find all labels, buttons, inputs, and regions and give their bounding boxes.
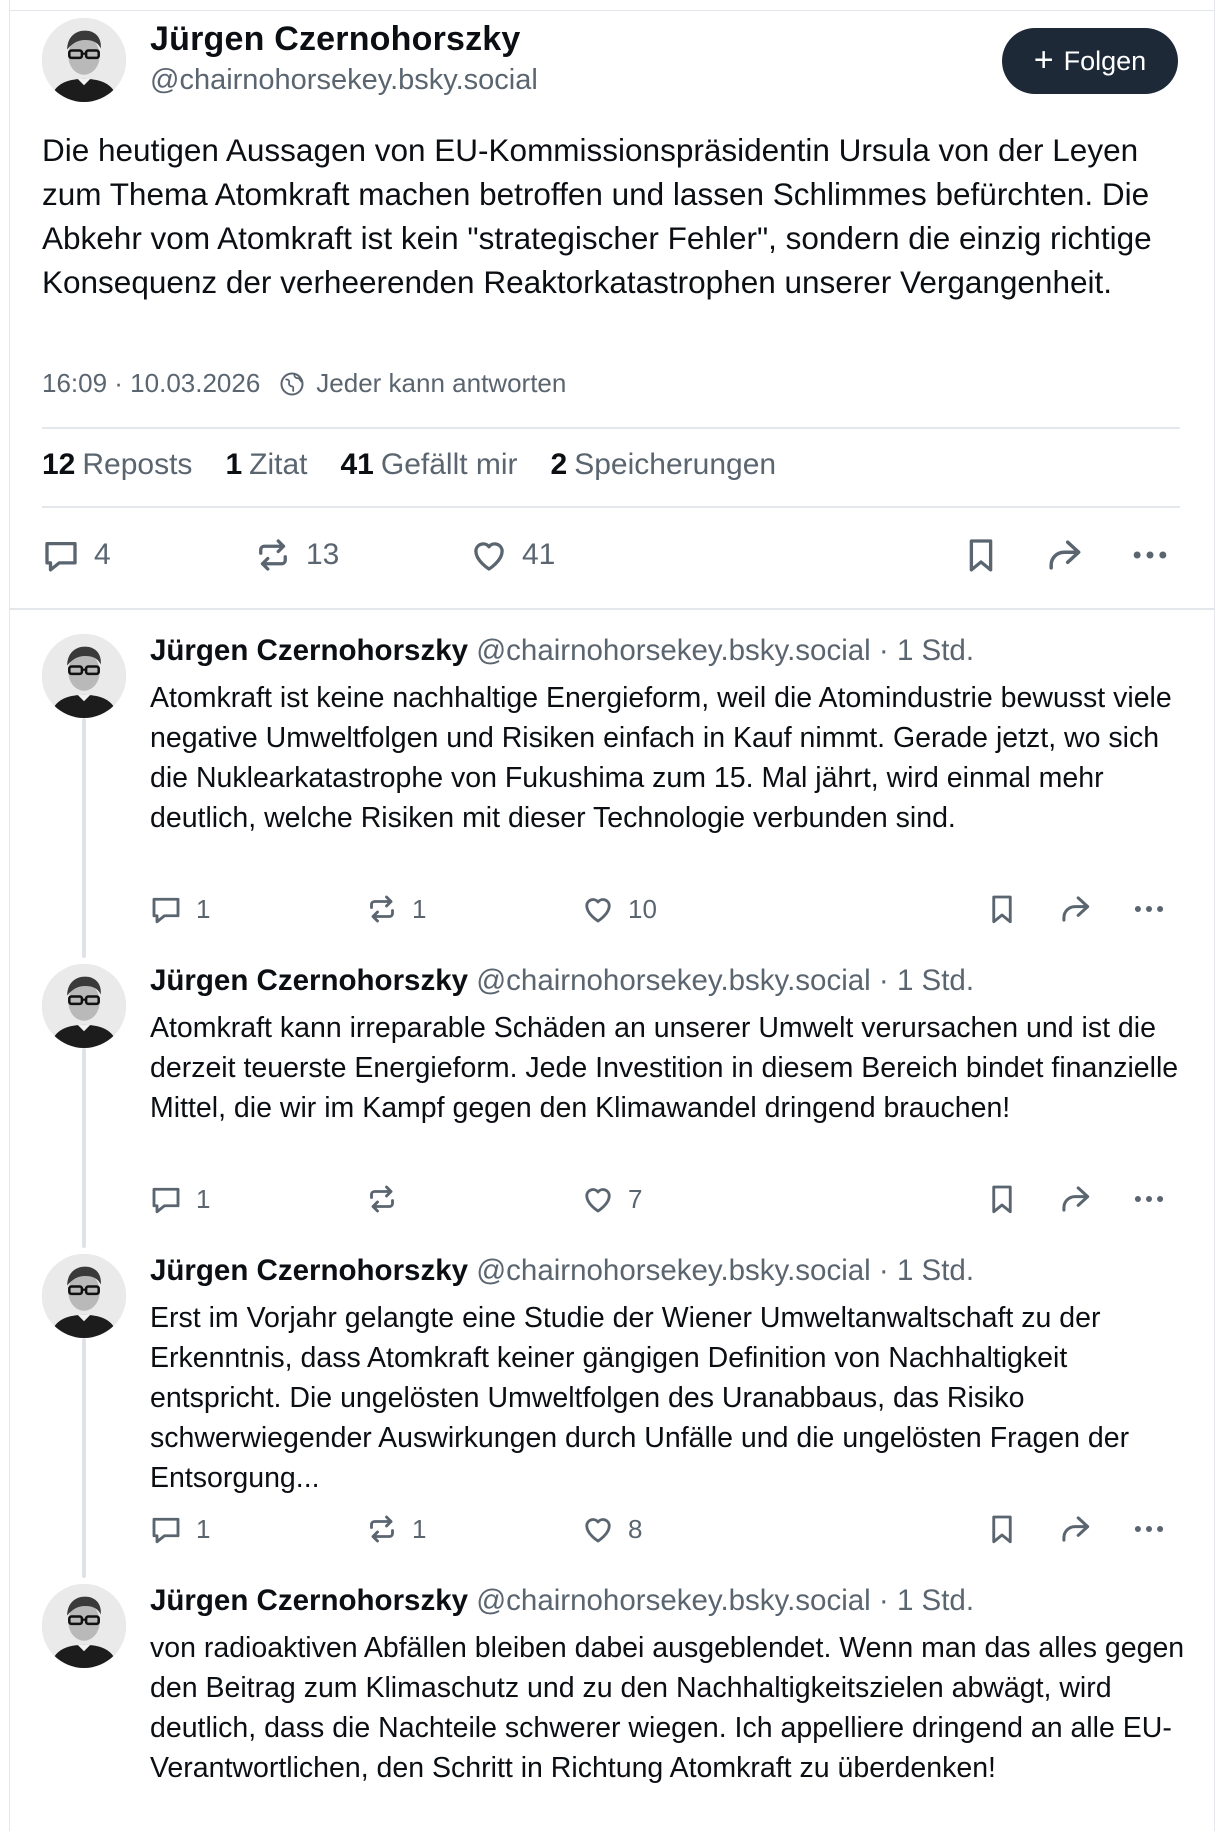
repost-button[interactable] xyxy=(364,1176,412,1222)
reply-count: 1 xyxy=(196,1183,211,1214)
reply-meta[interactable]: @chairnohorsekey.bsky.social · 1 Std. xyxy=(476,1584,975,1617)
reply-avatar[interactable] xyxy=(42,1584,126,1668)
more-options-button[interactable] xyxy=(1130,1506,1168,1552)
like-button[interactable] xyxy=(580,1506,642,1552)
ellipsis-icon xyxy=(1130,1510,1168,1548)
stat-quotes[interactable]: 1 Zitat xyxy=(225,448,308,481)
share-arrow-icon xyxy=(1042,533,1086,577)
thread-divider xyxy=(9,608,1215,610)
more-options-button[interactable] xyxy=(1128,530,1172,580)
post-timestamp[interactable]: 16:09 · 10.03.2026 xyxy=(42,368,261,398)
reply-text: Erst im Vorjahr gelangte eine Studie der Wiener Umweltanwaltschaft zu der Erkenntnis, dass Atomkraft keiner gängigen Definition von Nachhaltigkeit entspricht. Die ungelösten Umweltfolgen des Uranabbaus, das Risiko schwerwiegender Auswirkungen durch Unfälle und die ungelösten Fragen der Entsorgung... xyxy=(150,1302,1130,1494)
bookmark-icon xyxy=(984,1181,1020,1217)
repost-count: 1 xyxy=(412,1513,427,1544)
reply-text: Atomkraft kann irreparable Schäden an unserer Umwelt verursachen und ist die derzeit teuerste Energieform. Jede Investition in diesem Bereich bindet finanzielle Mittel, die wir im Kampf gegen den Klimawandel dringend brauchen! xyxy=(150,1012,1179,1124)
bookmark-icon xyxy=(984,1511,1020,1547)
follow-button[interactable] xyxy=(1002,28,1178,94)
reply-meta[interactable]: @chairnohorsekey.bsky.social · 1 Std. xyxy=(476,634,975,667)
share-arrow-icon xyxy=(1056,890,1094,928)
repost-arrows-icon xyxy=(364,1181,400,1217)
ellipsis-icon xyxy=(1128,533,1172,577)
reply-header xyxy=(150,1584,974,1618)
reply-text: Atomkraft ist keine nachhaltige Energieform, weil die Atomindustrie bewusst viele negative Umweltfolgen und Risiken einfach in Kauf nimmt. Gerade jetzt, wo sich die Nuklearkatastrophe von Fukushima zum 15. Mal jährt, wird einmal mehr deutlich, welche Risiken mit dieser Technologie verbunden sind. xyxy=(150,682,1172,834)
top-divider xyxy=(9,10,1215,11)
share-button[interactable] xyxy=(1056,1506,1094,1552)
stat-likes[interactable]: 41 Gefällt mir xyxy=(340,448,518,481)
post-action-bar xyxy=(40,530,1182,580)
like-count: 7 xyxy=(628,1183,643,1214)
reply-action-bar xyxy=(148,1506,1188,1552)
share-arrow-icon xyxy=(1056,1510,1094,1548)
reply-setting[interactable] xyxy=(278,368,566,399)
repost-button[interactable] xyxy=(364,886,426,932)
repost-button[interactable] xyxy=(252,530,339,580)
speech-bubble-icon xyxy=(148,1511,184,1547)
post-stats xyxy=(42,448,776,482)
bookmark-icon xyxy=(960,534,1002,576)
plus-icon: + xyxy=(1033,40,1054,79)
ellipsis-icon xyxy=(1130,1180,1168,1218)
reply-author-name[interactable]: Jürgen Czernohorszky xyxy=(150,634,469,667)
share-arrow-icon xyxy=(1056,1180,1094,1218)
follow-button-label: Folgen xyxy=(1063,45,1147,76)
repost-button[interactable] xyxy=(364,1506,426,1552)
like-button[interactable] xyxy=(468,530,555,580)
heart-icon xyxy=(580,1511,616,1547)
like-count: 8 xyxy=(628,1513,643,1544)
reply-button[interactable] xyxy=(148,886,210,932)
speech-bubble-icon xyxy=(148,1181,184,1217)
reply-text: von radioaktiven Abfällen bleiben dabei ausgeblendet. Wenn man das alles gegen den Beitrag zum Klimaschutz und zu den Nachhaltigkeitszielen abwägt, wird deutlich, dass die Nachteile schwerer wiegen. Ich appelliere dringend an alle EU-Verantwortlichen, den Schritt in Richtung Atomkraft zu überdenken! xyxy=(150,1632,1185,1784)
speech-bubble-icon xyxy=(148,891,184,927)
reply-button[interactable] xyxy=(148,1176,210,1222)
reply-header xyxy=(150,964,974,998)
reply-action-bar xyxy=(148,1176,1188,1222)
stats-divider-bottom xyxy=(42,506,1180,508)
bookmark-button[interactable] xyxy=(984,886,1020,932)
reply-button[interactable] xyxy=(148,1506,210,1552)
bookmark-button[interactable] xyxy=(960,530,1002,580)
repost-arrows-icon xyxy=(364,1511,400,1547)
reply-count: 1 xyxy=(196,893,211,924)
repost-arrows-icon xyxy=(252,534,294,576)
reply-header xyxy=(150,634,974,668)
share-button[interactable] xyxy=(1042,530,1086,580)
bookmark-icon xyxy=(984,891,1020,927)
more-options-button[interactable] xyxy=(1130,1176,1168,1222)
post-meta xyxy=(42,368,566,399)
reply-meta[interactable]: @chairnohorsekey.bsky.social · 1 Std. xyxy=(476,1254,975,1287)
bookmark-button[interactable] xyxy=(984,1506,1020,1552)
like-button[interactable] xyxy=(580,886,657,932)
reply-avatar[interactable] xyxy=(42,964,126,1048)
share-button[interactable] xyxy=(1056,886,1094,932)
speech-bubble-icon xyxy=(40,534,82,576)
reply-avatar[interactable] xyxy=(42,1254,126,1338)
globe-icon xyxy=(278,370,306,398)
reply-meta[interactable]: @chairnohorsekey.bsky.social · 1 Std. xyxy=(476,964,975,997)
ellipsis-icon xyxy=(1130,890,1168,928)
more-options-button[interactable] xyxy=(1130,886,1168,932)
stat-reposts[interactable]: 12 Reposts xyxy=(42,448,193,481)
reply-author-name[interactable]: Jürgen Czernohorszky xyxy=(150,1584,469,1617)
reply-header xyxy=(150,1254,974,1288)
author-name[interactable]: Jürgen Czernohorszky xyxy=(150,20,521,58)
reply-avatar[interactable] xyxy=(42,634,126,718)
reply-button[interactable] xyxy=(40,530,111,580)
post-text: Die heutigen Aussagen von EU-Kommissionspräsidentin Ursula von der Leyen zum Thema Atomkraft machen betroffen und lassen Schlimmes befürchten. Die Abkehr vom Atomkraft ist kein "strategischer Fehler", sondern die einzig richtige Konsequenz der verheerenden Reaktorkatastrophen unserer Vergangenheit. xyxy=(42,132,1152,300)
stat-saves[interactable]: 2 Speicherungen xyxy=(550,448,777,481)
thread-connector xyxy=(82,1338,86,1578)
author-avatar[interactable] xyxy=(42,18,126,102)
author-handle[interactable]: @chairnohorsekey.bsky.social xyxy=(150,64,538,96)
like-count: 41 xyxy=(522,538,556,571)
like-button[interactable] xyxy=(580,1176,642,1222)
thread-connector xyxy=(82,1048,86,1248)
heart-icon xyxy=(580,1181,616,1217)
repost-count: 13 xyxy=(306,538,340,571)
reply-count: 1 xyxy=(196,1513,211,1544)
reply-action-bar xyxy=(148,886,1188,932)
heart-icon xyxy=(580,891,616,927)
stats-divider-top xyxy=(42,427,1180,429)
reply-count: 4 xyxy=(94,538,111,571)
repost-arrows-icon xyxy=(364,891,400,927)
reply-author-name[interactable]: Jürgen Czernohorszky xyxy=(150,1254,469,1287)
repost-count: 1 xyxy=(412,893,427,924)
like-count: 10 xyxy=(628,893,657,924)
bookmark-button[interactable] xyxy=(984,1176,1020,1222)
reply-setting-label: Jeder kann antworten xyxy=(316,368,567,398)
reply-author-name[interactable]: Jürgen Czernohorszky xyxy=(150,964,469,997)
share-button[interactable] xyxy=(1056,1176,1094,1222)
heart-icon xyxy=(468,534,510,576)
thread-connector xyxy=(82,718,86,958)
